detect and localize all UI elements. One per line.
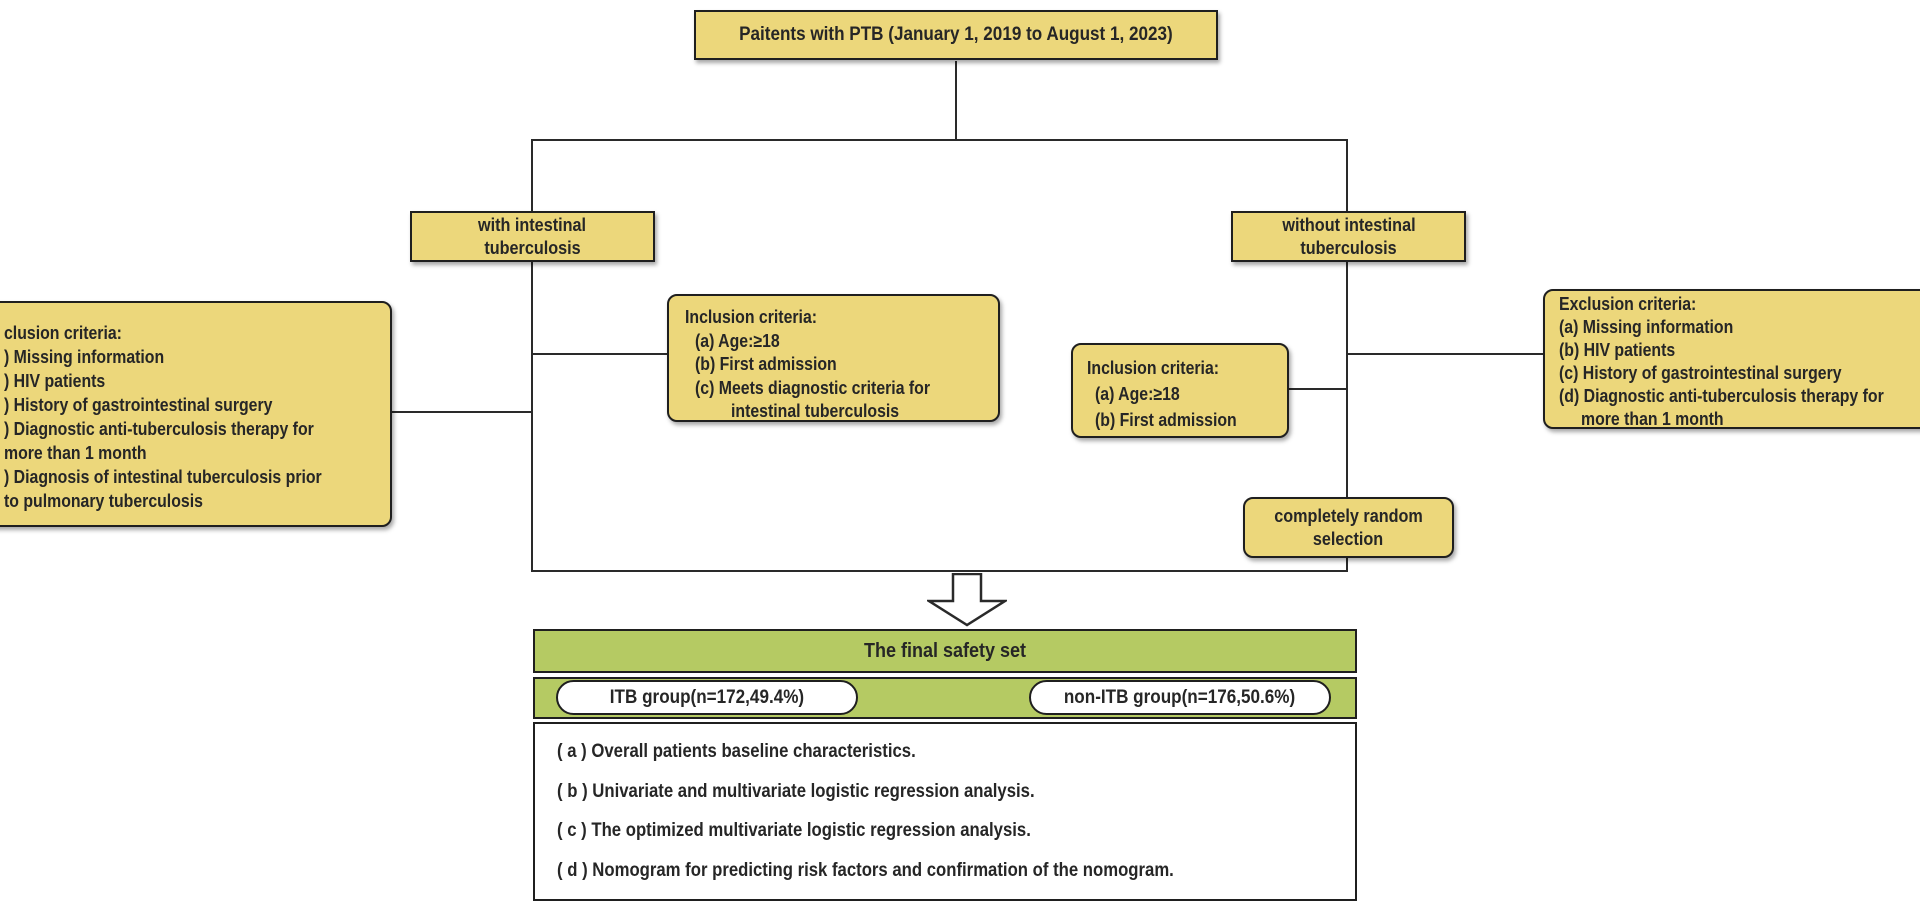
random-selection-line2: selection (1313, 528, 1384, 549)
without-itb-line2: tuberculosis (1300, 237, 1397, 258)
exclusion-left-line: more than 1 month (4, 443, 147, 463)
exclusion-left-line: ) Diagnosis of intestinal tuberculosis prior (4, 467, 322, 487)
inclusion-criteria-left-box (667, 294, 1000, 422)
exclusion-right-line: (a) Missing information (1559, 317, 1734, 337)
inclusion-criteria-right-box (1071, 343, 1289, 438)
analysis-steps-box (533, 722, 1357, 901)
down-arrow-icon (927, 573, 1007, 627)
exclusion-criteria-right-box (1543, 289, 1920, 429)
connector-inclusion-right (1287, 388, 1348, 390)
connector-exclusion-right (1346, 353, 1545, 355)
exclusion-left-line: ) Diagnostic anti-tuberculosis therapy for (4, 419, 314, 439)
with-itb-branch-box (410, 211, 655, 262)
itb-group-pill (556, 680, 858, 715)
connector-inclusion-left (531, 353, 669, 355)
exclusion-right-line: Exclusion criteria: (1559, 294, 1697, 314)
itb-group-label: ITB group(n=172,49.4%) (609, 686, 805, 708)
inclusion-right-line: Inclusion criteria: (1087, 358, 1220, 378)
exclusion-left-line: clusion criteria: (4, 323, 122, 343)
analysis-step: ( b ) Univariate and multivariate logistic regression analysis. (557, 780, 1035, 802)
non-itb-group-pill (1029, 680, 1331, 715)
exclusion-left-line: to pulmonary tuberculosis (4, 491, 203, 511)
exclusion-criteria-left-box (0, 301, 392, 527)
inclusion-right-line: (a) Age:≥18 (1095, 384, 1180, 404)
without-itb-branch-box (1231, 211, 1466, 262)
with-itb-line1: with intestinal (478, 214, 587, 235)
patients-ptb-label: Paitents with PTB (January 1, 2019 to August 1, 2023) (739, 24, 1173, 45)
analysis-step: ( a ) Overall patients baseline characteristics. (557, 741, 916, 763)
connector-exclusion-left (388, 411, 533, 413)
patients-ptb-box (694, 10, 1218, 60)
exclusion-right-line: more than 1 month (1581, 409, 1724, 429)
exclusion-right-line: (c) History of gastrointestinal surgery (1559, 363, 1842, 383)
non-itb-group-label: non-ITB group(n=176,50.6%) (1064, 686, 1296, 708)
final-safety-set-header (533, 629, 1357, 673)
analysis-step: ( d ) Nomogram for predicting risk factors and confirmation of the nomogram. (557, 859, 1174, 881)
without-itb-line1: without intestinal (1281, 214, 1416, 235)
inclusion-left-line: (c) Meets diagnostic criteria for (695, 377, 931, 398)
exclusion-left-line: ) History of gastrointestinal surgery (4, 395, 273, 415)
random-selection-box (1243, 497, 1454, 558)
analysis-step: ( c ) The optimized multivariate logistic regression analysis. (557, 820, 1031, 842)
inclusion-left-line: intestinal tuberculosis (731, 401, 900, 421)
exclusion-right-line: (b) HIV patients (1559, 340, 1676, 360)
inclusion-right-line: (b) First admission (1095, 410, 1237, 430)
connector-top-vertical (955, 61, 957, 141)
exclusion-left-line: ) HIV patients (4, 371, 106, 391)
final-safety-set-title: The final safety set (863, 639, 1027, 662)
inclusion-left-line: Inclusion criteria: (685, 307, 818, 327)
inclusion-left-line: (a) Age:≥18 (695, 330, 780, 351)
inclusion-left-line: (b) First admission (695, 354, 837, 374)
group-band (533, 677, 1357, 719)
random-selection-line1: completely random (1274, 505, 1423, 526)
with-itb-line2: tuberculosis (484, 237, 581, 258)
exclusion-left-line: ) Missing information (4, 347, 165, 367)
exclusion-right-line: (d) Diagnostic anti-tuberculosis therapy for (1559, 386, 1884, 406)
